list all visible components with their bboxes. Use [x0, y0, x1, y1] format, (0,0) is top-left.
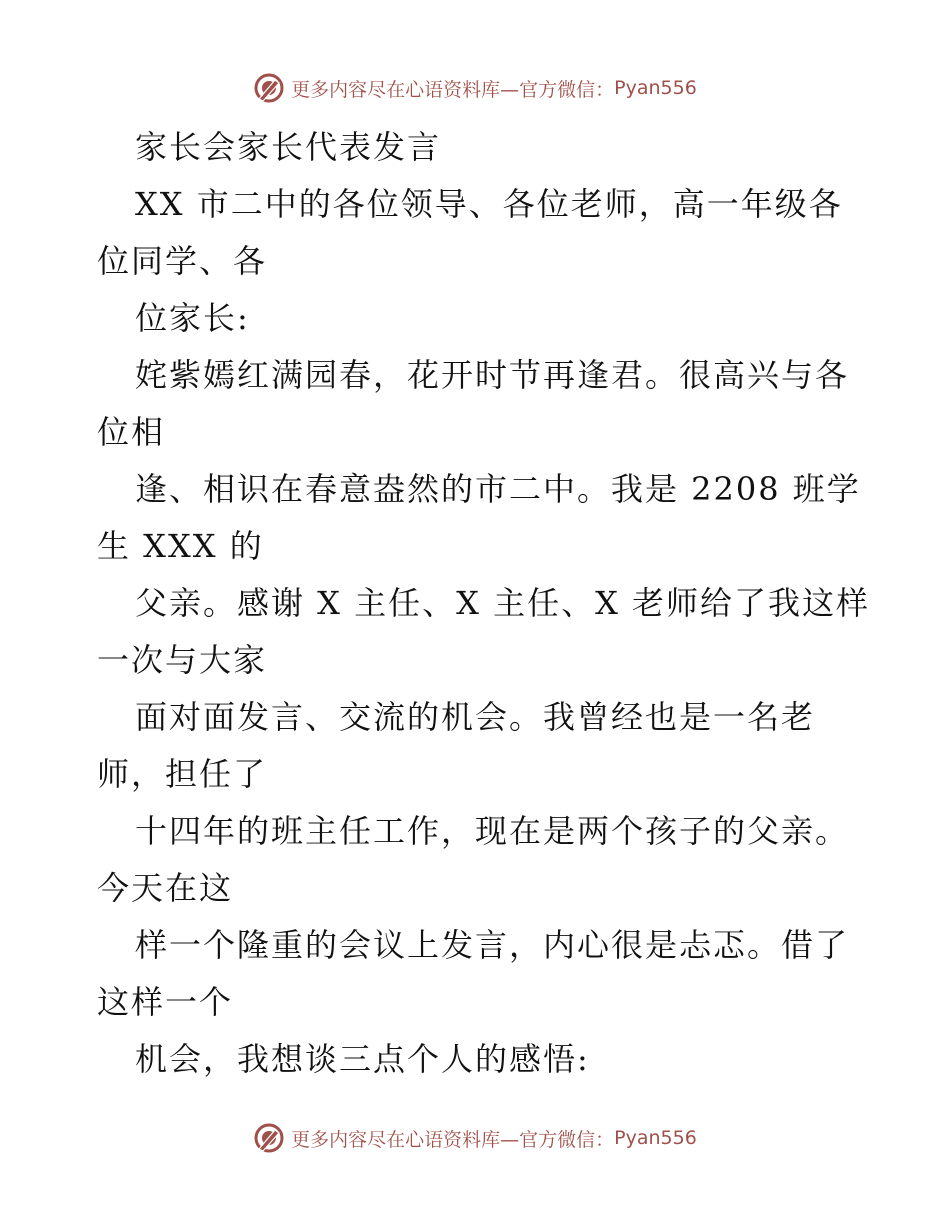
text-line: 一次与大家 [97, 641, 268, 679]
text-line: 十四年的班主任工作，现在是两个孩子的父亲。 [135, 812, 850, 850]
text-line: 这样一个 [97, 983, 234, 1021]
text-line: 机会，我想谈三点个人的感悟: [135, 1040, 590, 1078]
text-line: 位家长: [135, 299, 250, 337]
banner-text: 更多内容尽在心语资料库—官方微信： [291, 1128, 615, 1151]
document-body [97, 119, 897, 1088]
header-banner [0, 72, 950, 104]
text-line: 今天在这 [97, 869, 234, 907]
text-line: 姹紫嫣红满园春，花开时节再逢君。很高兴与各 [135, 356, 850, 394]
pen-circle-logo-icon [253, 1122, 285, 1154]
footer-banner [0, 1122, 950, 1154]
text-line: 家长会家长代表发言 [135, 128, 442, 166]
text-line: XX 市二中的各位领导、各位老师，高一年级各 [135, 185, 843, 223]
banner-wechat-id: Pyan556 [614, 1127, 697, 1149]
text-line: 师，担任了 [97, 755, 268, 793]
pen-circle-logo-icon [253, 72, 285, 104]
text-line: 面对面发言、交流的机会。我曾经也是一名老 [135, 698, 816, 736]
text-line: 父亲。感谢 X 主任、X 主任、X 老师给了我这样 [135, 584, 871, 622]
banner-wechat-id: Pyan556 [614, 77, 697, 99]
text-line: 生 XXX 的 [97, 527, 264, 565]
text-line: 位同学、各 [97, 242, 268, 280]
text-line: 逢、相识在春意盎然的市二中。我是 2208 班学 [135, 470, 861, 508]
banner-text: 更多内容尽在心语资料库—官方微信： [291, 78, 615, 101]
text-line: 位相 [97, 413, 166, 451]
text-line: 样一个隆重的会议上发言，内心很是忐忑。借了 [135, 926, 850, 964]
